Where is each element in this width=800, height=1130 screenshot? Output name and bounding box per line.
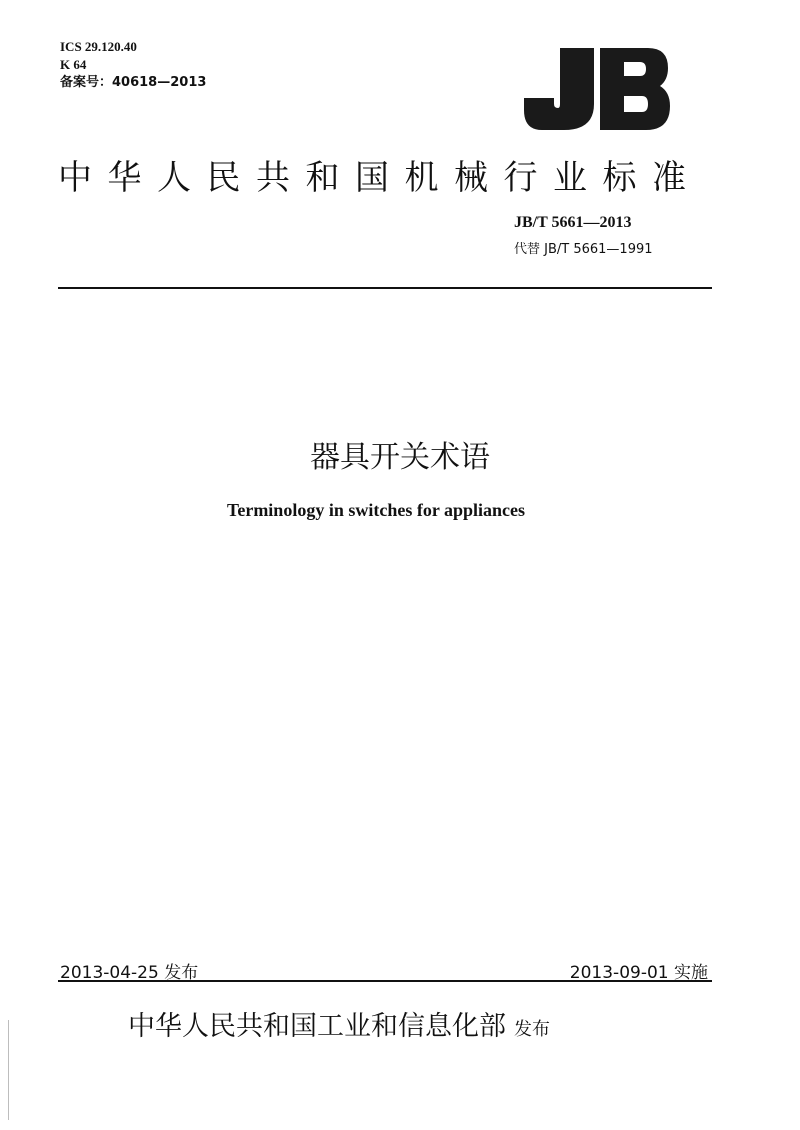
- logo-letter-j: [524, 48, 594, 130]
- scan-margin-line: [8, 1020, 9, 1120]
- document-title-cn: 器具开关术语: [310, 440, 490, 475]
- jb-logo: [524, 48, 670, 130]
- publish-date: 2013-04-25 发布: [60, 963, 199, 983]
- category-code: K 64: [60, 57, 87, 72]
- effective-date: 2013-09-01 实施: [569, 963, 708, 983]
- issuing-authority: [128, 1004, 550, 1043]
- filing-number: 备案号：40618—2013: [60, 75, 207, 90]
- standard-category-title: 中华人民共和国机械行业标准: [58, 158, 702, 198]
- ics-code: ICS 29.120.40: [60, 39, 137, 54]
- logo-letter-b: [600, 48, 670, 130]
- header-meta: [60, 38, 206, 92]
- standard-code: JB/T 5661—2013: [514, 214, 632, 231]
- header-divider: [58, 287, 712, 289]
- issuer-suffix: 发布: [514, 1019, 550, 1040]
- document-title-en: Terminology in switches for appliances: [226, 500, 526, 520]
- replaces-standard: 代替 JB/T 5661—1991: [514, 242, 653, 257]
- footer-divider: [58, 980, 712, 982]
- issuer-name: 中华人民共和国工业和信息化部: [128, 1011, 506, 1042]
